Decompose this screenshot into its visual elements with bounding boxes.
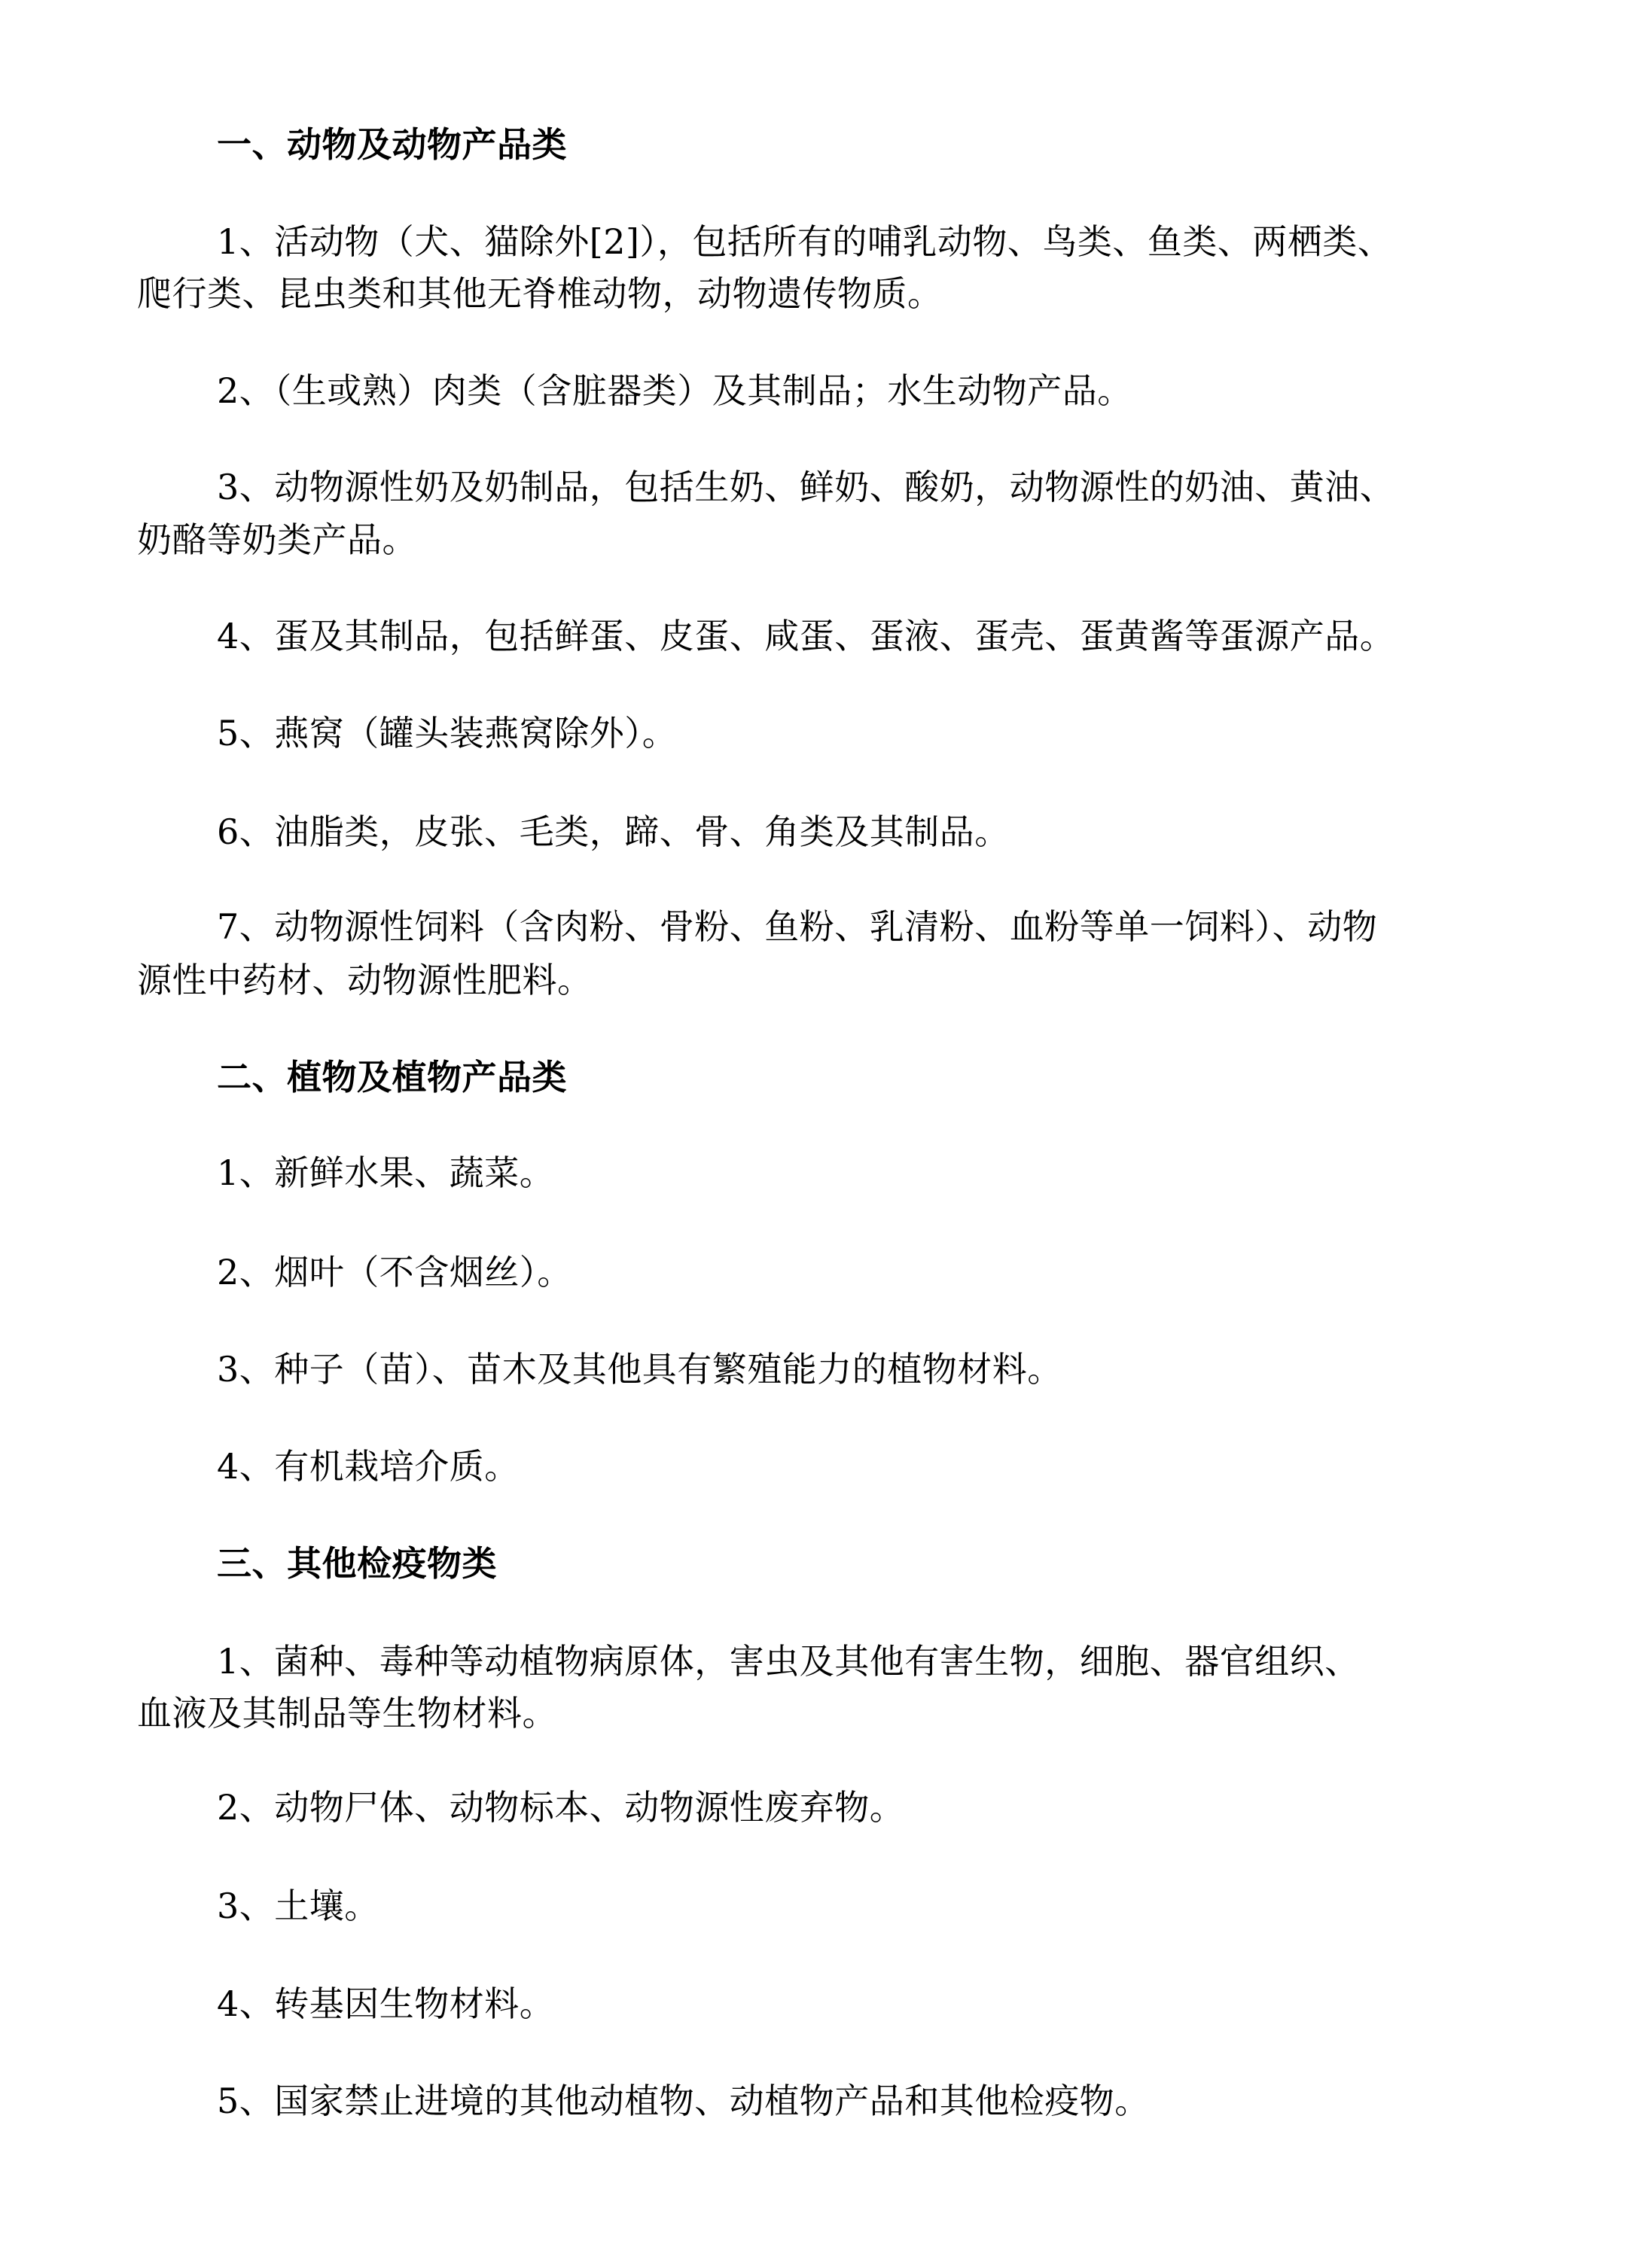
list-item-line: 3、动物源性奶及奶制品，包括生奶、鲜奶、酸奶，动物源性的奶油、黄油、 <box>217 467 1395 507</box>
list-item-line: 4、蛋及其制品，包括鲜蛋、皮蛋、咸蛋、蛋液、蛋壳、蛋黄酱等蛋源产品。 <box>217 616 1395 656</box>
list-item-line: 爬行类、昆虫类和其他无脊椎动物，动物遗传物质。 <box>137 273 943 314</box>
list-item-line: 3、土壤。 <box>217 1886 379 1926</box>
list-item-line: 4、转基因生物材料。 <box>217 1983 555 2024</box>
list-item-line: 1、菌种、毒种等动植物病原体，害虫及其他有害生物，细胞、器官组织、 <box>217 1641 1360 1682</box>
section-heading-animals: 一、动物及动物产品类 <box>217 124 567 165</box>
list-item-line: 5、燕窝（罐头装燕窝除外）。 <box>217 713 678 753</box>
list-item-line: 2、动物尸体、动物标本、动物源性废弃物。 <box>217 1787 905 1828</box>
list-item-line: 6、油脂类，皮张、毛类，蹄、骨、角类及其制品。 <box>217 811 1010 852</box>
section-heading-other: 三、其他检疫物类 <box>217 1543 497 1584</box>
list-item-line: 2、（生或熟）肉类（含脏器类）及其制品；水生动物产品。 <box>217 370 1132 411</box>
list-item-line: 1、活动物（犬、猫除外[2]），包括所有的哺乳动物、鸟类、鱼类、两栖类、 <box>217 221 1393 262</box>
list-item-line: 3、种子（苗）、苗木及其他具有繁殖能力的植物材料。 <box>217 1349 1062 1390</box>
list-item-line: 源性中药材、动物源性肥料。 <box>137 960 593 1000</box>
list-item-line: 4、有机栽培介质。 <box>217 1446 520 1487</box>
list-item-line: 5、国家禁止进境的其他动植物、动植物产品和其他检疫物。 <box>217 2081 1150 2121</box>
list-item-line: 1、新鲜水果、蔬菜。 <box>217 1152 555 1193</box>
list-item-line: 2、烟叶（不含烟丝）。 <box>217 1252 572 1292</box>
list-item-line: 血液及其制品等生物材料。 <box>137 1693 557 1734</box>
list-item-line: 奶酪等奶类产品。 <box>137 519 417 560</box>
section-heading-plants: 二、植物及植物产品类 <box>217 1057 567 1097</box>
list-item-line: 7、动物源性饲料（含肉粉、骨粉、鱼粉、乳清粉、血粉等单一饲料）、动物 <box>217 906 1378 947</box>
